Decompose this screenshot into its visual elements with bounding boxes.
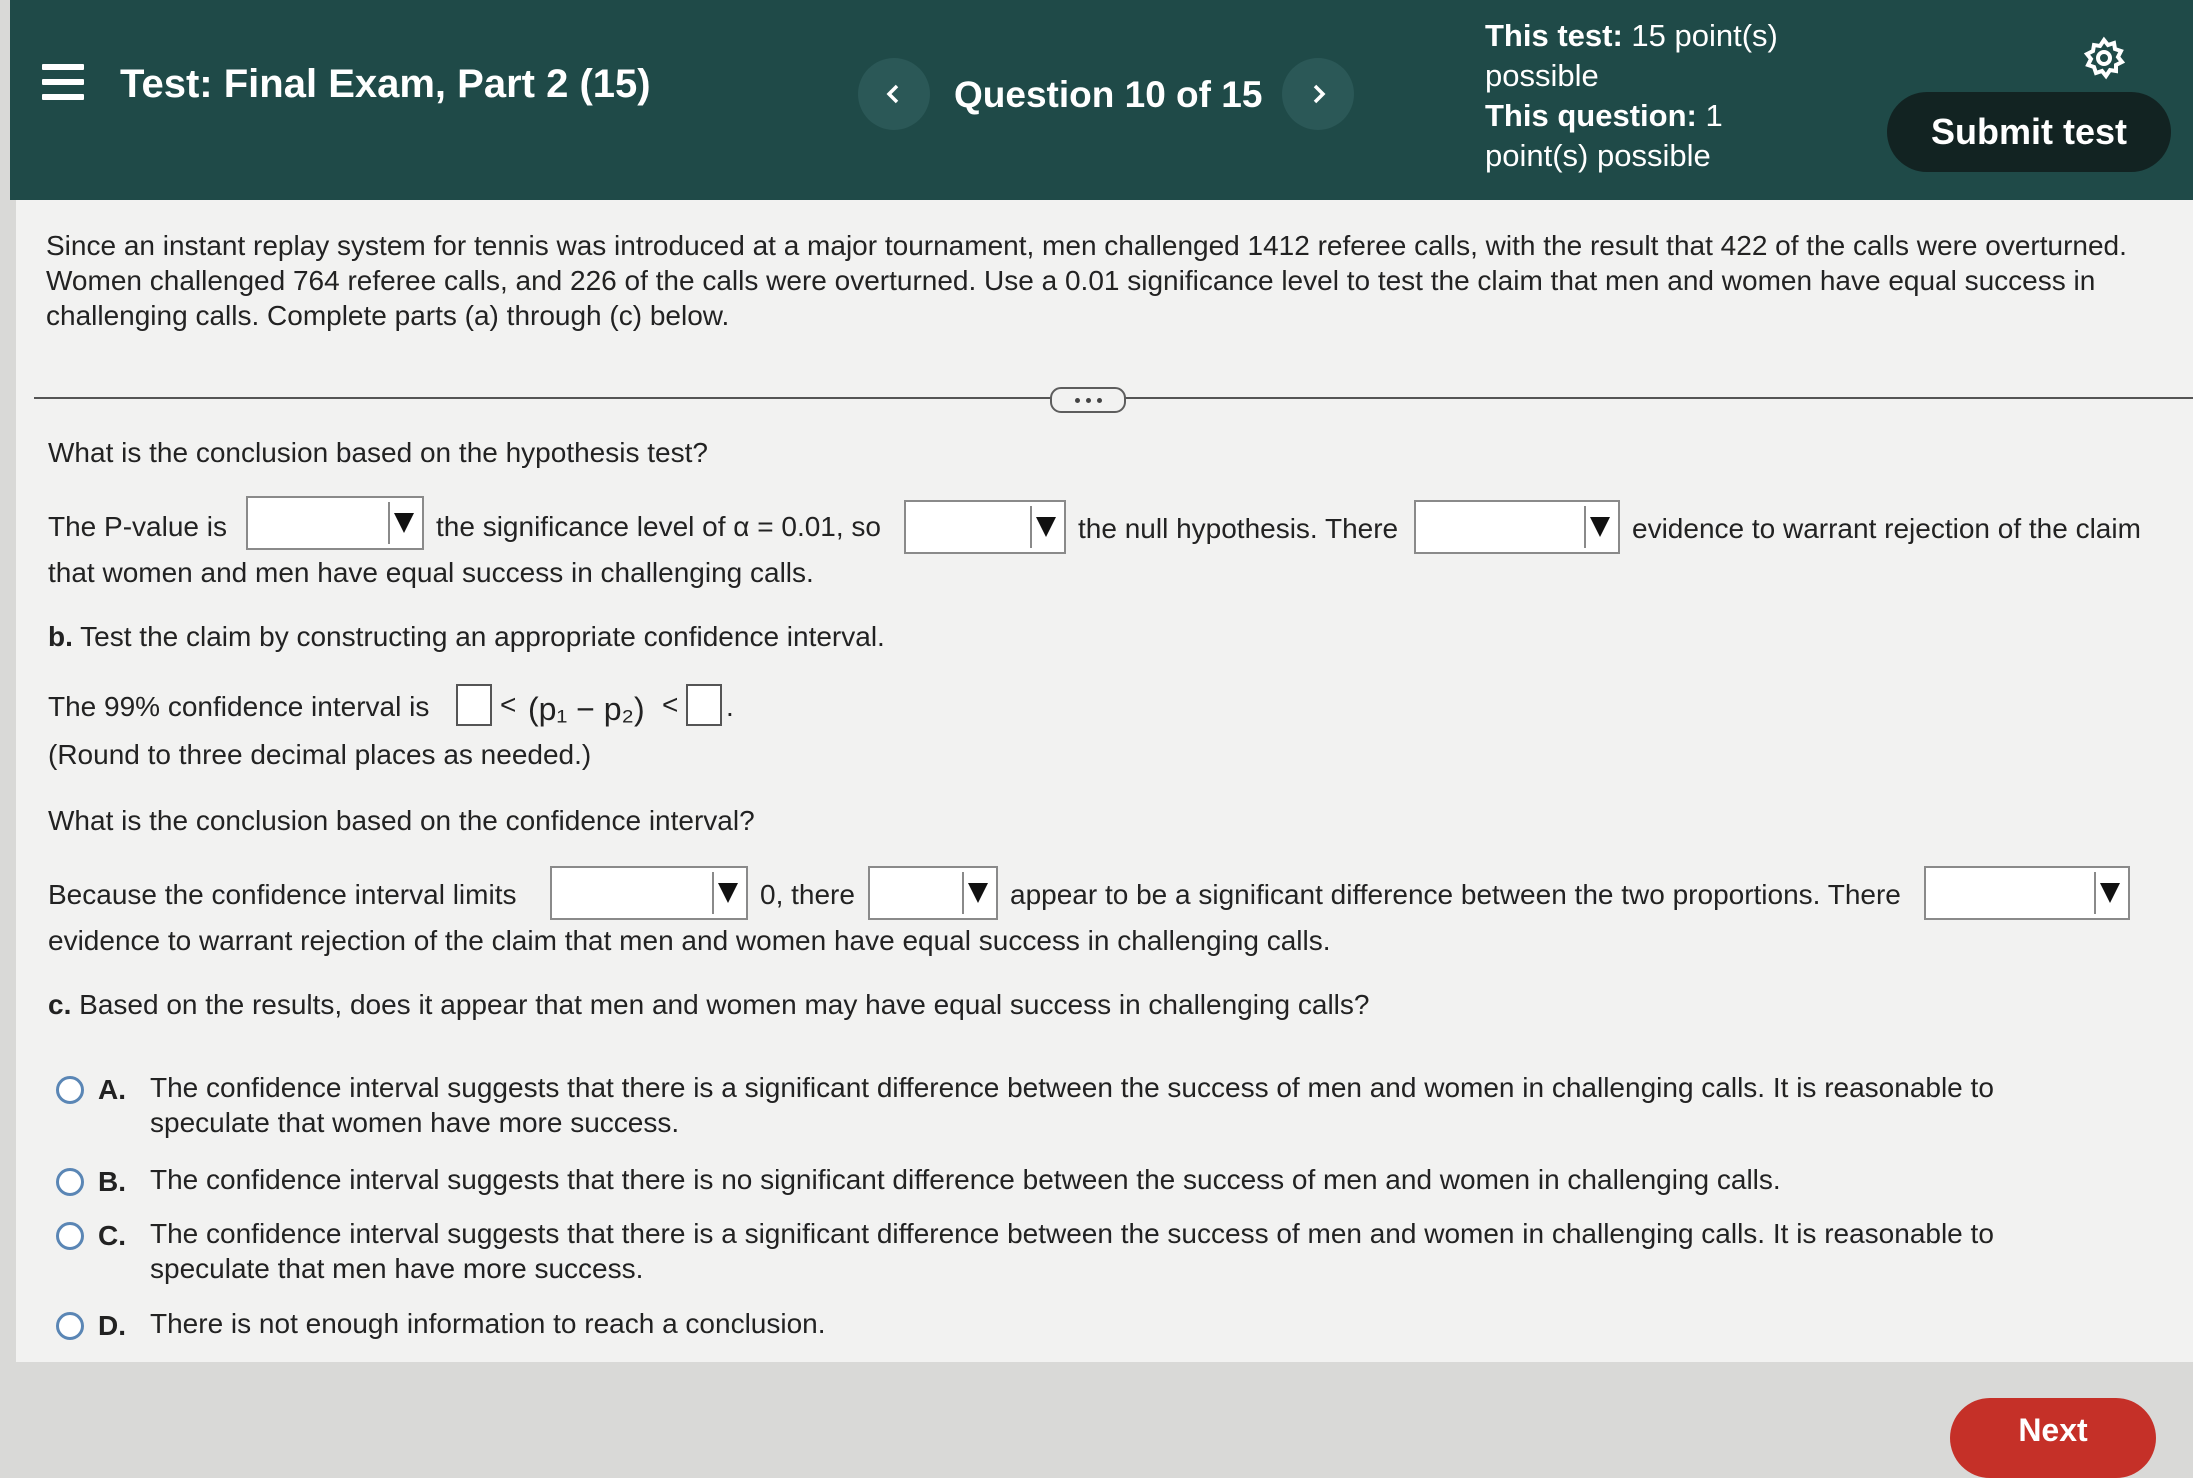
test-title: [120, 62, 651, 107]
part-c-heading: [48, 988, 1369, 1022]
dropdown-arrow-icon: [712, 872, 742, 914]
gear-icon[interactable]: [2082, 36, 2126, 80]
part-c-label: c.: [48, 989, 72, 1020]
submit-test-button[interactable]: Submit test: [1887, 92, 2171, 172]
top-bar: [10, 0, 2193, 200]
null-hypothesis-decision-dropdown[interactable]: [904, 500, 1066, 554]
ci-text-3: appear to be a significant difference between the two proportions. There: [1010, 879, 1901, 910]
part-a-text-5: that women and men have equal success in challenging calls.: [48, 557, 814, 588]
option-c-line-2: speculate that men have more success.: [150, 1253, 644, 1284]
chevron-right-icon: [1306, 82, 1330, 106]
test-title-prefix: Test:: [120, 62, 213, 106]
ci-lower-bound-input[interactable]: [456, 684, 492, 726]
ci-evidence-dropdown[interactable]: [1924, 866, 2130, 920]
option-a-line-1: The confidence interval suggests that there is a significant difference between the success of men and women in challenging calls. It is reasonable to: [150, 1072, 1994, 1103]
problem-statement: Since an instant replay system for tennis was introduced at a major tournament, men challenged 1412 referee calls, with the result that 422 of the calls were overturned. Women challenged 764 referee calls, and 226 of the calls were overturned. Use a 0.01 significance level to test the claim that men and women have equal success in challenging calls. Complete parts (a) through (c) below.: [46, 230, 2127, 331]
ci-prefix: The 99% confidence interval is: [48, 691, 430, 722]
option-a-letter: A.: [98, 1074, 126, 1105]
part-b-text: Test the claim by constructing an appropriate confidence interval.: [80, 621, 885, 652]
test-points-label: This test:: [1485, 18, 1623, 53]
option-a-text[interactable]: [150, 1070, 1994, 1140]
ci-conclusion-question: What is the conclusion based on the confidence interval?: [48, 805, 755, 836]
ci-limits-dropdown[interactable]: [550, 866, 748, 920]
part-a-text-4: evidence to warrant rejection of the claim: [1632, 513, 2141, 544]
question-points-value: 1: [1705, 98, 1723, 133]
points-info: [1485, 16, 1778, 176]
option-a-radio[interactable]: [56, 1076, 84, 1104]
next-question-button[interactable]: [1282, 58, 1354, 130]
ci-text-2: 0, there: [760, 879, 855, 910]
question-points-suffix: point(s) possible: [1485, 138, 1711, 173]
part-a-text-2: the significance level of α = 0.01, so: [436, 511, 882, 542]
ci-less-than-2: <: [662, 689, 679, 720]
option-b-text[interactable]: The confidence interval suggests that there is no significant difference between the success of men and women in challenging calls.: [150, 1164, 1781, 1195]
next-button[interactable]: Next: [1950, 1398, 2156, 1478]
option-c-letter: C.: [98, 1220, 126, 1251]
part-a-text-1: The P-value is: [48, 511, 227, 542]
option-d-text[interactable]: There is not enough information to reach a conclusion.: [150, 1308, 826, 1339]
dropdown-arrow-icon: [1030, 506, 1060, 548]
ci-upper-bound-input[interactable]: [686, 684, 722, 726]
question-indicator: Question 10 of 15: [954, 74, 1263, 115]
test-points-suffix: possible: [1485, 58, 1599, 93]
dropdown-arrow-icon: [388, 502, 418, 544]
option-c-radio[interactable]: [56, 1222, 84, 1250]
ci-less-than-1: <: [500, 689, 517, 720]
expand-more-button[interactable]: [1050, 387, 1126, 413]
question-content: [16, 200, 2193, 1362]
menu-icon[interactable]: [42, 64, 84, 100]
ci-text-4: evidence to warrant rejection of the claim that men and women have equal success in challenging calls.: [48, 925, 1331, 956]
ci-end: .: [726, 691, 734, 722]
evidence-sufficiency-dropdown[interactable]: [1414, 500, 1620, 554]
option-b-letter: B.: [98, 1166, 126, 1197]
option-c-line-1: The confidence interval suggests that there is a significant difference between the success of men and women in challenging calls. It is reasonable to: [150, 1218, 1994, 1249]
part-a-text-3: the null hypothesis. There: [1078, 513, 1399, 544]
chevron-left-icon: [882, 82, 906, 106]
dropdown-arrow-icon: [2094, 872, 2124, 914]
previous-question-button[interactable]: [858, 58, 930, 130]
question-points-label: This question:: [1485, 98, 1697, 133]
option-a-line-2: speculate that women have more success.: [150, 1107, 680, 1138]
option-d-letter: D.: [98, 1310, 126, 1341]
part-b-heading: [48, 620, 885, 654]
option-c-text[interactable]: [150, 1216, 1994, 1286]
round-note: (Round to three decimal places as needed.): [48, 739, 592, 770]
ci-expression: (p₁ − p₂): [528, 691, 645, 727]
part-c-text: Based on the results, does it appear that men and women may have equal success in challenging calls?: [79, 989, 1370, 1020]
part-b-label: b.: [48, 621, 73, 652]
ci-text-1: Because the confidence interval limits: [48, 879, 517, 910]
test-title-text: Final Exam, Part 2 (15): [223, 62, 651, 106]
dropdown-arrow-icon: [1584, 506, 1614, 548]
difference-appearance-dropdown[interactable]: [868, 866, 998, 920]
option-b-radio[interactable]: [56, 1168, 84, 1196]
part-a-question: What is the conclusion based on the hypothesis test?: [48, 437, 708, 468]
pvalue-comparison-dropdown[interactable]: [246, 496, 424, 550]
dropdown-arrow-icon: [962, 872, 992, 914]
option-d-radio[interactable]: [56, 1312, 84, 1340]
test-points-value: 15 point(s): [1631, 18, 1778, 53]
